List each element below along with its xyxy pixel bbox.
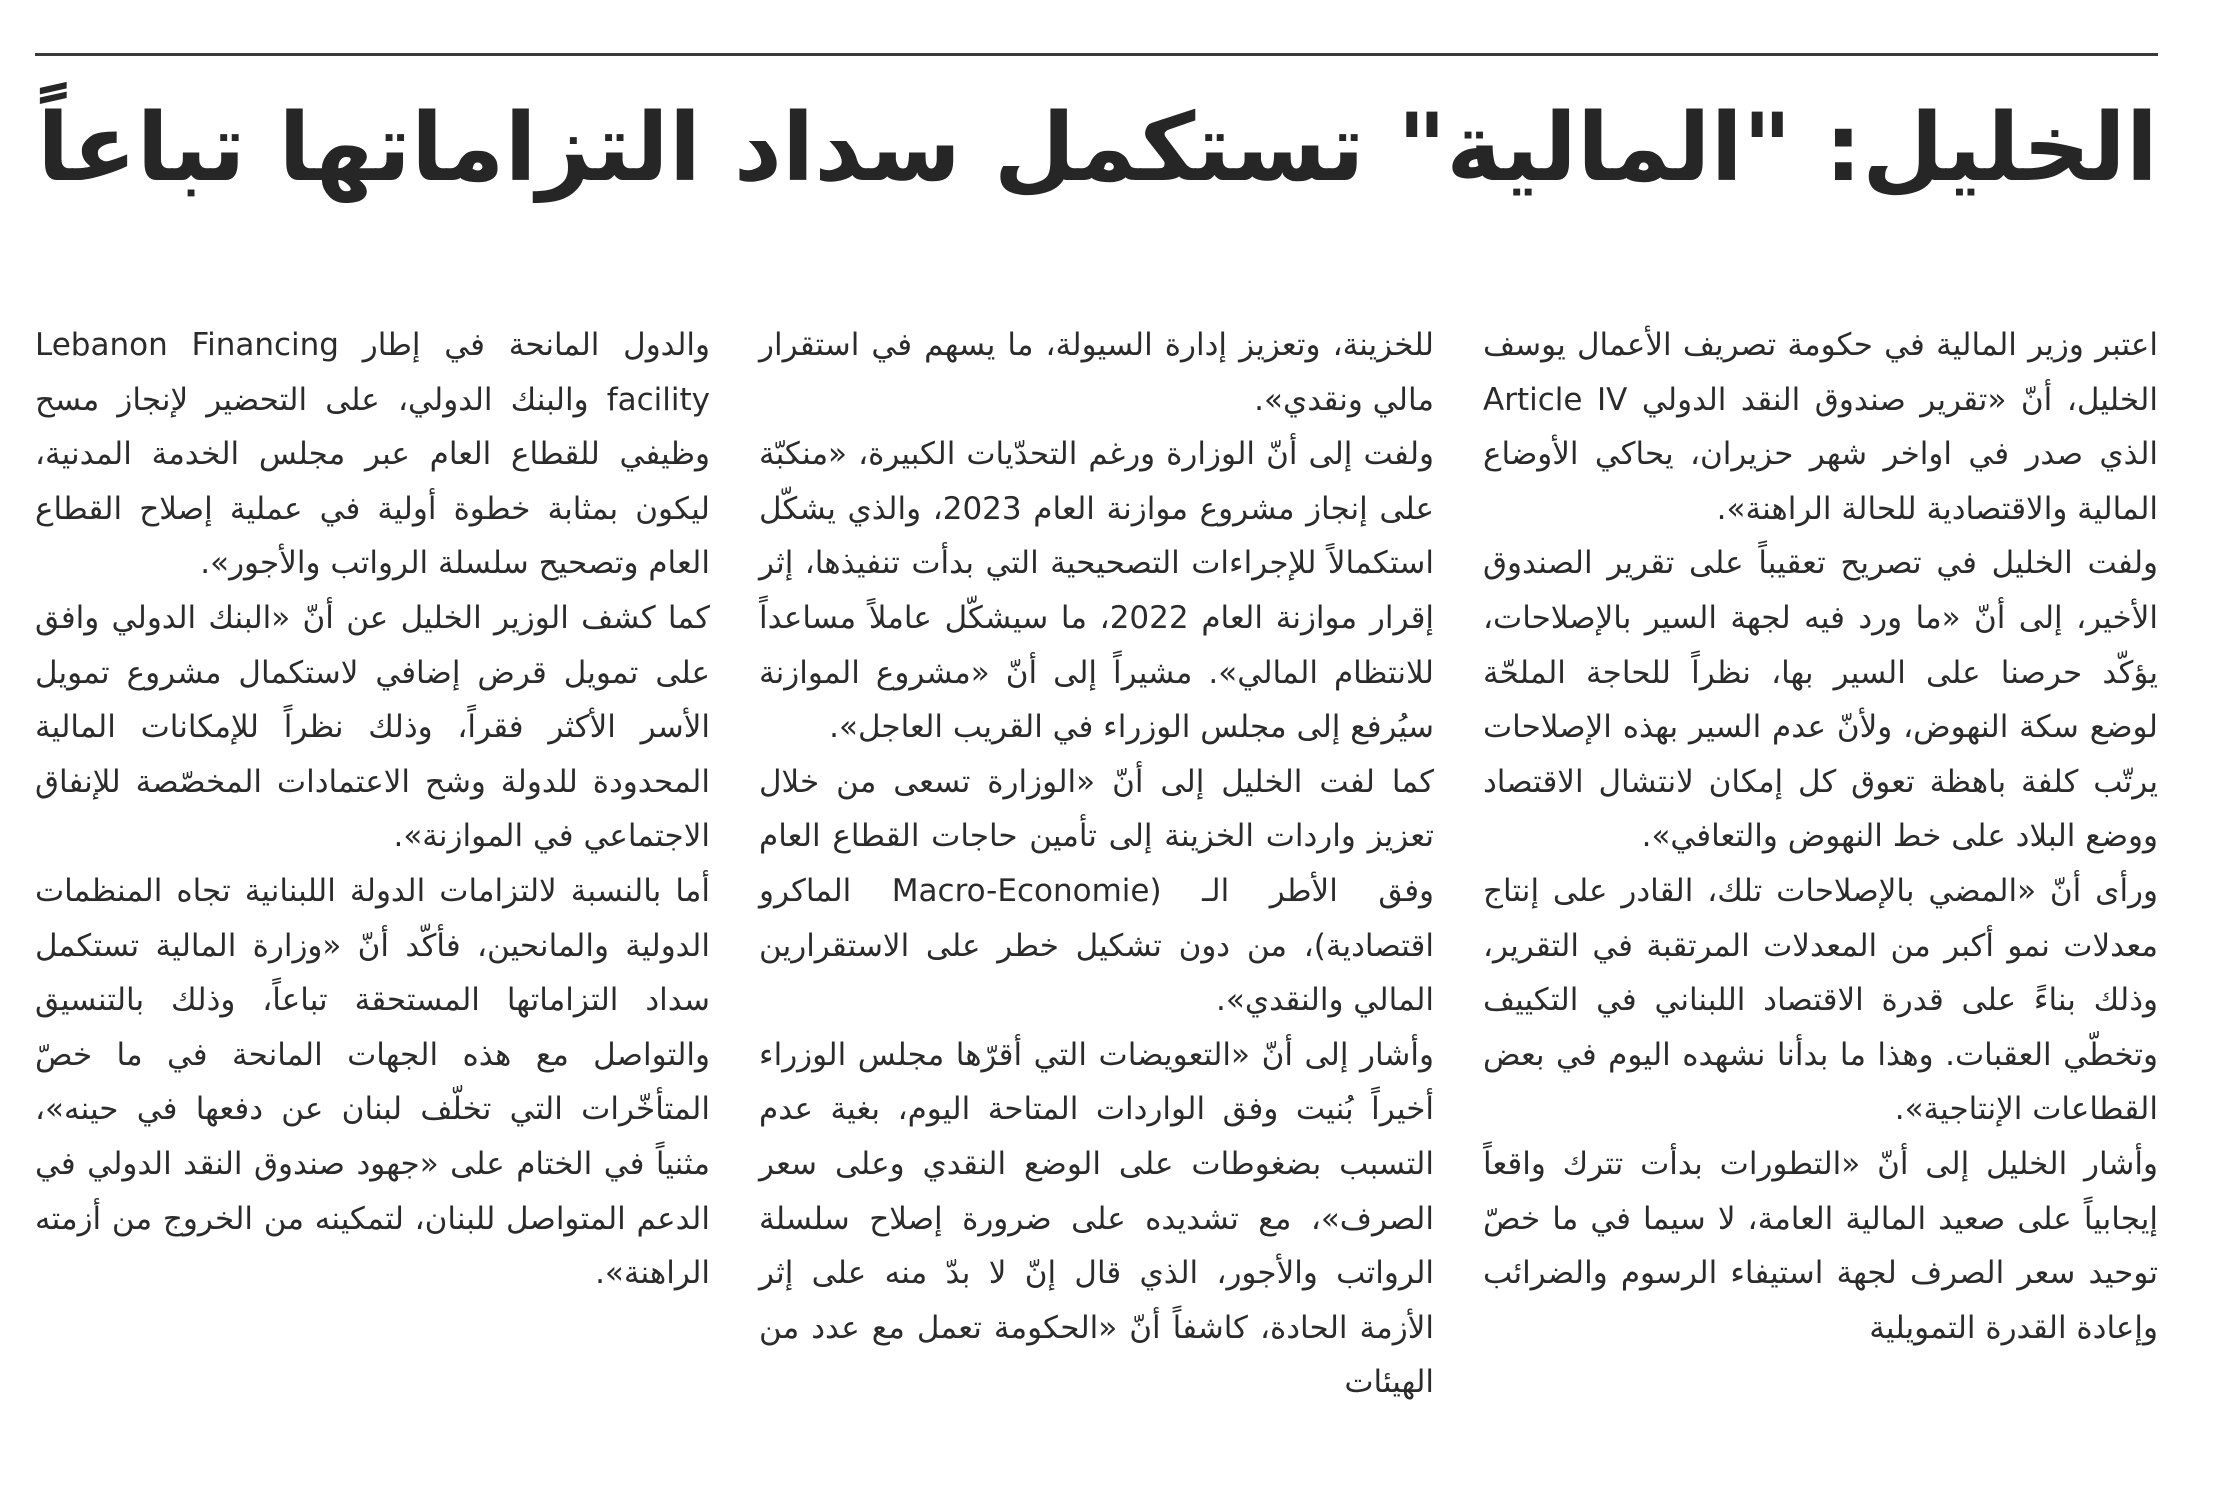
paragraph: وأشار الخليل إلى أنّ «التطورات بدأت تترك واقعاً إيجابياً على صعيد المالية العامة، لا سيما في ما خصّ توحيد سعر الصرف لجهة استيفاء الرسوم والضرائب وإعادة القدرة التمويلية [1483,1145,2158,1346]
paragraph: للخزينة، وتعزيز إدارة السيولة، ما يسهم في استقرار مالي ونقدي». [759,327,1434,418]
article-column-3 [35,318,710,1301]
article-column-1 [1483,318,2158,1355]
top-divider [35,53,2158,56]
article-column-2 [759,318,1434,1410]
paragraph: أما بالنسبة لالتزامات الدولة اللبنانية تجاه المنظمات الدولية والمانحين، فأكّد أنّ «وزارة المالية تستكمل سداد التزاماتها المستحقة تباعاً، وذلك بالتنسيق والتواصل مع هذه الجهات المانحة في ما خصّ المتأخّرات التي تخلّف لبنان عن دفعها في حينه»، مثنياً في الختام على «جهود صندوق النقد الدولي في الدعم المتواصل للبنان، لتمكينه من الخروج من أزمته الراهنة». [35,872,710,1292]
paragraph: وأشار إلى أنّ «التعويضات التي أقرّها مجلس الوزراء أخيراً بُنيت وفق الواردات المتاحة اليوم، بغية عدم التسبب بضغوطات على الوضع النقدي وعلى سعر الصرف»، مع تشديده على ضرورة إصلاح سلسلة الرواتب والأجور، الذي قال إنّ لا بدّ منه على إثر الأزمة الحادة، كاشفاً أنّ «الحكومة تعمل مع عدد من الهيئات [759,1036,1434,1401]
paragraph: ورأى أنّ «المضي بالإصلاحات تلك، القادر على إنتاج معدلات نمو أكبر من المعدلات المرتقبة في التقرير، وذلك بناءً على قدرة الاقتصاد اللبناني في التكييف وتخطّي العقبات. وهذا ما بدأنا نشهده اليوم في بعض القطاعات الإنتاجية». [1483,872,2158,1128]
paragraph: ولفت الخليل في تصريح تعقيباً على تقرير الصندوق الأخير، إلى أنّ «ما ورد فيه لجهة السير بالإصلاحات، يؤكّد حرصنا على السير بها، نظراً للحاجة الملحّة لوضع سكة النهوض، ولأنّ عدم السير بهذه الإصلاحات يرتّب كلفة باهظة تعوق كل إمكان لانتشال الاقتصاد ووضع البلاد على خط النهوض والتعافي». [1483,545,2158,855]
paragraph: اعتبر وزير المالية في حكومة تصريف الأعمال يوسف الخليل، أنّ «تقرير صندوق النقد الدولي Article IV الذي صدر في اواخر شهر حزيران، يحاكي الأوضاع المالية والاقتصادية للحالة الراهنة». [1483,327,2158,527]
paragraph: والدول المانحة في إطار Lebanon Financing facility والبنك الدولي، على التحضير لإنجاز مسح وظيفي للقطاع العام عبر مجلس الخدمة المدنية، ليكون بمثابة خطوة أولية في عملية إصلاح القطاع العام وتصحيح سلسلة الرواتب والأجور». [35,327,710,582]
article-headline: الخليل: "المالية" تستكمل سداد التزاماتها تباعاً [37,94,2158,203]
paragraph: كما كشف الوزير الخليل عن أنّ «البنك الدولي وافق على تمويل قرض إضافي لاستكمال مشروع تمويل الأسر الأكثر فقراً، وذلك نظراً للإمكانات المالية المحدودة للدولة وشح الاعتمادات المخصّصة للإنفاق الاجتماعي في الموازنة». [35,599,710,855]
paragraph: ولفت إلى أنّ الوزارة ورغم التحدّيات الكبيرة، «منكبّة على إنجاز مشروع موازنة العام 2023، والذي يشكّل استكمالاً للإجراءات التصحيحية التي بدأت تنفيذها، إثر إقرار موازنة العام 2022، ما سيشكّل عاملاً مساعداً للانتظام المالي». مشيراً إلى أنّ «مشروع الموازنة سيُرفع إلى مجلس الوزراء في القريب العاجل». [759,436,1434,746]
paragraph: كما لفت الخليل إلى أنّ «الوزارة تسعى من خلال تعزيز واردات الخزينة إلى تأمين حاجات القطاع العام وفق الأطر الـ (Macro-Economie الماكرو اقتصادية)، من دون تشكيل خطر على الاستقرارين المالي والنقدي». [759,763,1434,1019]
article-body [35,318,2158,1458]
